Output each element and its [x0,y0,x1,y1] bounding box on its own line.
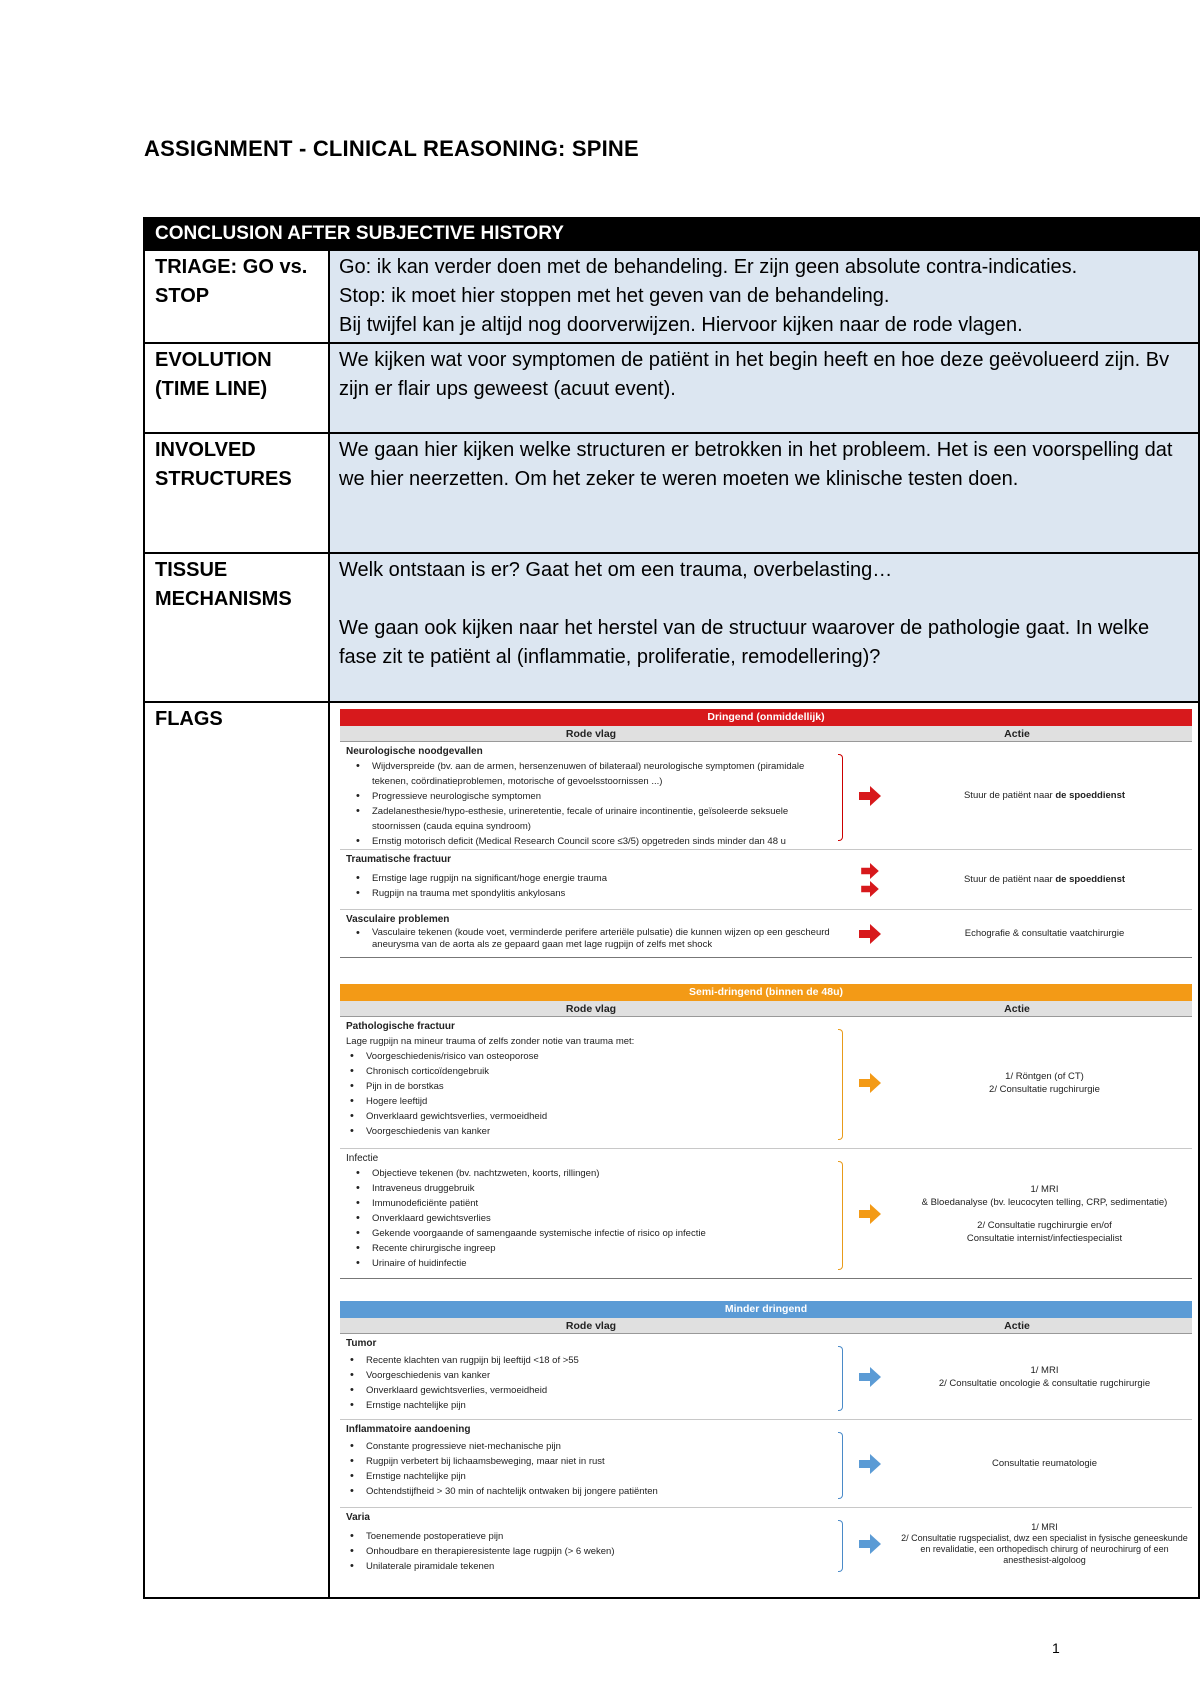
infection-title: Infectie [346,1153,379,1164]
triage-go-text: Go: ik kan verder doen met de behandeling. Er zijn geen absolute contra-indicaties. [339,256,1078,278]
neuro-group [340,742,1192,850]
list-item: • Onverklaard gewichtsverlies [356,1211,836,1226]
trauma-fracture-group [340,850,1192,910]
pathological-intro: Lage rugpijn na mineur trauma of zelfs zonder notie van trauma met: [346,1036,635,1047]
tumor-group [340,1334,1192,1420]
trauma-title: Traumatische fractuur [346,854,452,865]
triage-label [144,250,329,343]
vascular-group [340,910,1192,958]
paragraph-gap [339,585,1189,614]
trauma-action [897,850,1192,909]
tumor-title: Tumor [346,1338,377,1349]
column-action: Actie [1004,1320,1030,1332]
list-item: • Wijdverspreide (bv. aan de armen, hersenzenuwen of bilateraal) neurologische symptomen (piramidale tekenen, coördinatieproblemen, motorische of gevoelsstoornissen ...) [356,759,836,789]
triage-value [329,250,1199,343]
list-item: • Rugpijn verbetert bij lichaamsbeweging, maar niet in rust [350,1454,836,1469]
action-text: Stuur de patiënt naar [963,874,1056,885]
structures-label [144,433,329,553]
neuro-action [897,742,1192,849]
table-header: CONCLUSION AFTER SUBJECTIVE HISTORY [144,218,1199,250]
action-line: 2/ Consultatie rugchirurgie [989,1083,1100,1095]
structures-label-line2: STRUCTURES [155,468,292,490]
triage-stop-text: Stop: ik moet hier stoppen met het geven van de behandeling. [339,285,890,307]
red-arrow-icon [859,924,881,944]
flags-label: FLAGS [144,702,329,1598]
infection-action [897,1149,1192,1278]
list-item: • Urinaire of huidinfectie [356,1256,836,1271]
column-action: Actie [1004,1003,1030,1015]
list-item: • Recente chirurgische ingreep [356,1241,836,1256]
triage-label-line1: TRIAGE: GO vs. [155,256,308,278]
list-item: • Intraveneus druggebruik [356,1181,836,1196]
list-item: • Onhoudbare en therapieresistente lage rugpijn (> 6 weken) [350,1544,836,1559]
infection-arrow [842,1149,897,1278]
red-flags-chart [340,709,1192,1580]
orange-arrow-icon [859,1204,881,1224]
action-line: 1/ MRI [1031,1522,1058,1532]
section-spacer [340,958,1192,984]
column-flag: Rode vlag [565,1003,617,1015]
vascular-list [346,927,836,951]
list-item: • Chronisch corticoïdengebruik [350,1064,836,1079]
pathological-flags [340,1017,842,1148]
evolution-value [329,343,1199,433]
action-line: Consultatie internist/infectiespecialist [966,1232,1123,1244]
flags-value [329,702,1199,1598]
less-urgent-section-bar: Minder dringend [340,1301,1192,1318]
list-item: • Ochtendstijfheid > 30 min of nachtelijk ontwaken bij jongere patiënten [350,1484,836,1499]
tumor-flags [340,1334,842,1419]
urgent-column-header [340,726,1192,742]
inflammatory-group [340,1420,1192,1508]
column-flag: Rode vlag [565,728,617,740]
structures-label-line1: INVOLVED [155,439,256,461]
list-item: • Toenemende postoperatieve pijn [350,1529,836,1544]
varia-list [346,1529,836,1574]
red-arrow-icon [861,863,879,879]
varia-title: Varia [346,1512,370,1523]
list-item: • Ernstige nachtelijke pijn [350,1469,836,1484]
red-arrow-icon [861,881,879,897]
blue-arrow-icon [859,1534,881,1554]
action-line: 1/ MRI [1030,1364,1059,1376]
varia-arrow [842,1508,897,1580]
evolution-label-line2: (TIME LINE) [155,378,268,400]
action-bold: de spoeddienst [1055,790,1126,801]
list-item: • Constante progressieve niet-mechanische pijn [350,1439,836,1454]
pathological-arrow [842,1017,897,1148]
document-title: ASSIGNMENT - CLINICAL REASONING: SPINE [144,136,639,161]
vascular-action [897,910,1192,957]
neuro-flags [340,742,842,849]
vascular-arrow [842,910,897,957]
list-item: • Onverklaard gewichtsverlies, vermoeidheid [350,1109,836,1124]
action-text: Stuur de patiënt naar [963,790,1056,801]
list-item: • Voorgeschiedenis van kanker [350,1124,836,1139]
page-number: 1 [1052,1640,1060,1656]
tissue-text-2: We gaan ook kijken naar het herstel van de structuur waarover de pathologie gaat. In welke fase zit te patiënt al (inflammatie, proliferatie, remodellering)? [339,617,1150,668]
list-item: • Ernstige nachtelijke pijn [350,1398,836,1413]
section-spacer [340,1279,1192,1301]
conclusion-table [143,217,1200,1599]
trauma-list [346,871,836,901]
evolution-text: We kijken wat voor symptomen de patiënt in het begin heeft en hoe deze geëvolueerd zijn. Bv zijn er flair ups geweest (acuut event). [339,349,1170,400]
column-action: Actie [1004,728,1030,740]
neuro-title: Neurologische noodgevallen [346,746,483,757]
list-item: • Onverklaard gewichtsverlies, vermoeidheid [350,1383,836,1398]
tumor-action [897,1334,1192,1419]
action-line: 1/ Röntgen (of CT) [1005,1070,1084,1082]
structures-value [329,433,1199,553]
trauma-flags [340,850,842,909]
inflammatory-title: Inflammatoire aandoening [346,1424,471,1435]
inflammatory-action [897,1420,1192,1507]
triage-doubt-text: Bij twijfel kan je altijd nog doorverwijzen. Hiervoor kijken naar de rode vlagen. [339,314,1023,336]
inflammatory-flags [340,1420,842,1507]
tumor-list [346,1353,836,1413]
inflammatory-arrow [842,1420,897,1507]
infection-flags [340,1149,842,1278]
column-flag: Rode vlag [565,1320,617,1332]
list-item: • Voorgeschiedenis van kanker [350,1368,836,1383]
list-item: • Rugpijn na trauma met spondylitis ankylosans [356,886,836,901]
list-item: • Ernstig motorisch deficit (Medical Research Council score ≤3/5) opgetreden sinds minder dan 48 u [356,834,836,849]
list-item: • Zadelanesthesie/hypo-esthesie, urineretentie, fecale of urinaire incontinentie, geïsoleerde seksuele stoornissen (cauda equina syndroom) [356,804,836,834]
list-item: • Unilaterale piramidale tekenen [350,1559,836,1574]
red-arrow-icon [859,786,881,806]
list-item: • Gekende voorgaande of samengaande systemische infectie of risico op infectie [356,1226,836,1241]
neuro-arrow [842,742,897,849]
semi-column-header [340,1001,1192,1017]
tissue-value [329,553,1199,702]
action-line: & Bloedanalyse (bv. leucocyten telling, CRP, sedimentatie) [921,1196,1168,1208]
inflammatory-list [346,1439,836,1499]
pathological-action [897,1017,1192,1148]
triage-label-line2: STOP [155,285,210,307]
evolution-label-line1: EVOLUTION [155,349,272,371]
infection-list [346,1166,836,1271]
semi-urgent-section-bar: Semi-dringend (binnen de 48u) [340,984,1192,1001]
blue-arrow-icon [859,1367,881,1387]
trauma-arrows [842,850,897,909]
list-item: • Ernstige lage rugpijn na significant/hoge energie trauma [356,871,836,886]
neuro-list [346,759,836,849]
action-line: 2/ Consultatie oncologie & consultatie rugchirurgie [938,1377,1151,1389]
list-item: • Recente klachten van rugpijn bij leeftijd <18 of >55 [350,1353,836,1368]
tumor-arrow [842,1334,897,1419]
tissue-label [144,553,329,702]
action-line: Consultatie reumatologie [991,1458,1098,1469]
vascular-flags [340,910,842,957]
tissue-label-line2: MECHANISMS [155,588,292,610]
structures-text: We gaan hier kijken welke structuren er betrokken in het probleem. Het is een voorspelling dat we hier neerzetten. Om het zeker te weren moeten we klinische testen doen. [339,439,1173,490]
infection-group [340,1149,1192,1279]
list-item: • Objectieve tekenen (bv. nachtzweten, koorts, rillingen) [356,1166,836,1181]
action-line: 1/ MRI [1030,1183,1059,1195]
action-line: 2/ Consultatie rugspecialist, dwz een specialist in fysische geneeskunde en revalidatie, een orthopedisch chirurg of neurochirurg of een anesthesist-algoloog [901,1533,1188,1565]
less-column-header [340,1318,1192,1334]
pathological-fracture-group [340,1017,1192,1149]
tissue-label-line1: TISSUE [155,559,228,581]
pathological-list [346,1049,836,1139]
varia-flags [340,1508,842,1580]
vascular-title: Vasculaire problemen [346,914,450,925]
urgent-section-bar: Dringend (onmiddellijk) [340,709,1192,726]
tissue-text-1: Welk ontstaan is er? Gaat het om een trauma, overbelasting… [339,559,893,581]
blue-arrow-icon [859,1454,881,1474]
varia-group [340,1508,1192,1580]
varia-action [897,1508,1192,1580]
list-item: • Pijn in de borstkas [350,1079,836,1094]
list-item: • Vasculaire tekenen (koude voet, verminderde perifere arteriële pulsatie) die kunnen wijzen op een gescheurd aneurysma van de aorta als ze gepaard gaan met lage rugpijn of zelfs met shock [356,927,836,951]
evolution-label [144,343,329,433]
action-line: 2/ Consultatie rugchirurgie en/of [977,1219,1112,1231]
list-item: • Immunodeficiënte patiënt [356,1196,836,1211]
pathological-title: Pathologische fractuur [346,1021,455,1032]
list-item: • Progressieve neurologische symptomen [356,789,836,804]
action-text: Echografie & consultatie vaatchirurgie [964,928,1125,939]
action-bold: de spoeddienst [1055,874,1126,885]
list-item: • Hogere leeftijd [350,1094,836,1109]
list-item: • Voorgeschiedenis/risico van osteoporose [350,1049,836,1064]
orange-arrow-icon [859,1073,881,1093]
